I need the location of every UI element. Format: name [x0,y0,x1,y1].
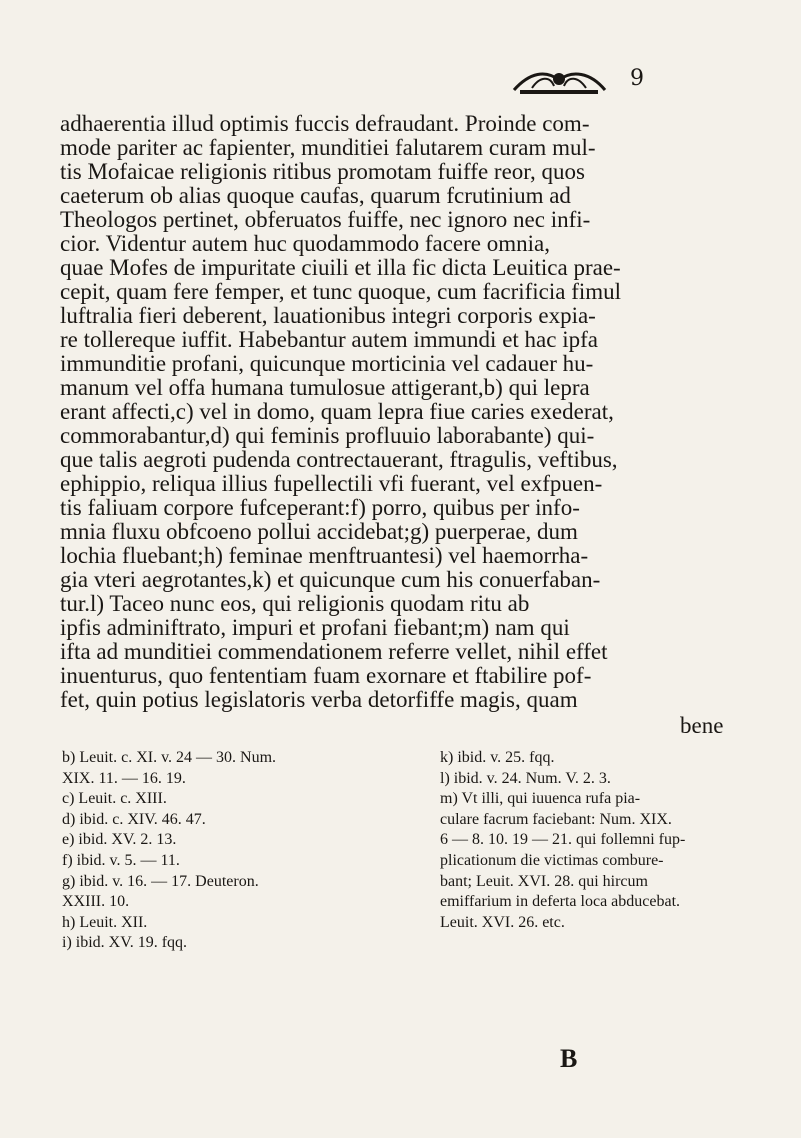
footnote-line: c) Leuit. c. XIII. [62,790,167,808]
footnote-line: XIX. 11. — 16. 19. [62,769,186,787]
footnote-line: g) ibid. v. 16. — 17. Deuteron. [62,872,259,890]
footnotes-right [440,748,750,933]
footnote-line: culare facrum faciebant: Num. XIX. [440,810,672,828]
body-line: tur.l) Taceo nunc eos, qui religionis quodam ritu ab [60,591,530,616]
body-line: commorabantur,d) qui feminis profluuio laborabante) qui- [60,423,595,448]
footnote-line: plicationum die victimas combure- [440,851,664,869]
body-line: adhaerentia illud optimis fuccis defraudant. Proinde com- [60,111,590,136]
footnote-line: b) Leuit. c. XI. v. 24 — 30. Num. [62,749,277,766]
footnote-line: k) ibid. v. 25. fqq. [440,749,555,766]
footnote-line: f) ibid. v. 5. — 11. [62,851,180,869]
catchword: bene [680,713,724,738]
footnote-line: e) ibid. XV. 2. 13. [62,831,177,849]
body-line: manum vel offa humana tumulosue attigerant,b) qui lepra [60,375,590,400]
footnote-line: h) Leuit. XII. [62,913,148,931]
body-line: cepit, quam fere femper, et tunc quoque, cum facrificia fimul [60,279,622,304]
body-line: que talis aegroti pudenda contrectauerant, ftragulis, veftibus, [60,447,618,472]
footnote-line: i) ibid. XV. 19. fqq. [62,934,188,952]
body-line: mnia fluxu obfcoeno pollui accidebat;g) puerperae, dum [60,519,578,544]
footnote-line: l) ibid. v. 24. Num. V. 2. 3. [440,769,611,787]
footnote-line: bant; Leuit. XVI. 28. qui hircum [440,872,648,890]
footnote-line: 6 — 8. 10. 19 — 21. qui follemni fup- [440,831,686,849]
footnote-line: Leuit. XVI. 26. etc. [440,913,565,931]
body-line: re tollereque iuffit. Habebantur autem immundi et hac ipfa [60,327,598,352]
body-line: ifta ad munditiei commendationem referre vellet, nihil effet [60,639,608,664]
body-line: inuenturus, quo fententiam fuam exornare et ftabilire pof- [60,663,592,688]
body-line: fet, quin potius legislatoris verba detorfiffe magis, quam [60,687,578,712]
footnote-line: d) ibid. c. XIV. 46. 47. [62,810,206,828]
footnote-line: emiffarium in deferta loca abducebat. [440,893,681,911]
footnotes-left [62,748,422,954]
signature-mark: B [560,1044,578,1073]
body-line: erant affecti,c) vel in domo, quam lepra fiue caries exederat, [60,399,614,424]
footnote-line: m) Vt illi, qui iuuenca rufa pia- [440,790,641,808]
body-line: tis Mofaicae religionis ritibus promotam fuiffe reor, quos [60,159,585,184]
footnote-line: XXIII. 10. [62,893,130,911]
printers-ornament [512,66,607,96]
body-line: caeterum ob alias quoque caufas, quarum fcrutinium ad [60,183,571,208]
body-line: gia vteri aegrotantes,k) et quicunque cum his conuerfaban- [60,567,601,592]
body-line: Theologos pertinet, obferuatos fuiffe, nec ignoro nec infi- [60,207,591,232]
body-line: cior. Videntur autem huc quodammodo facere omnia, [60,231,550,256]
body-line: quae Mofes de impuritate ciuili et illa fic dicta Leuitica prae- [60,255,621,280]
body-line: immunditie profani, quicunque morticinia vel cadauer hu- [60,351,594,376]
page-mark: 9 [630,66,644,91]
body-line: ephippio, reliqua illius fupellectili vfi fuerant, vel exfpuen- [60,471,603,496]
body-line: ipfis adminiftrato, impuri et profani fiebant;m) nam qui [60,615,570,640]
body-line: lochia fluebant;h) feminae menftruantesi) vel haemorrha- [60,543,589,568]
body-line: tis faliuam corpore fufceperant:f) porro, quibus per info- [60,495,580,520]
body-line: mode pariter ac fapienter, munditiei falutarem curam mul- [60,135,596,160]
body-line: luftralia fieri deberent, lauationibus integri corporis expia- [60,303,596,328]
